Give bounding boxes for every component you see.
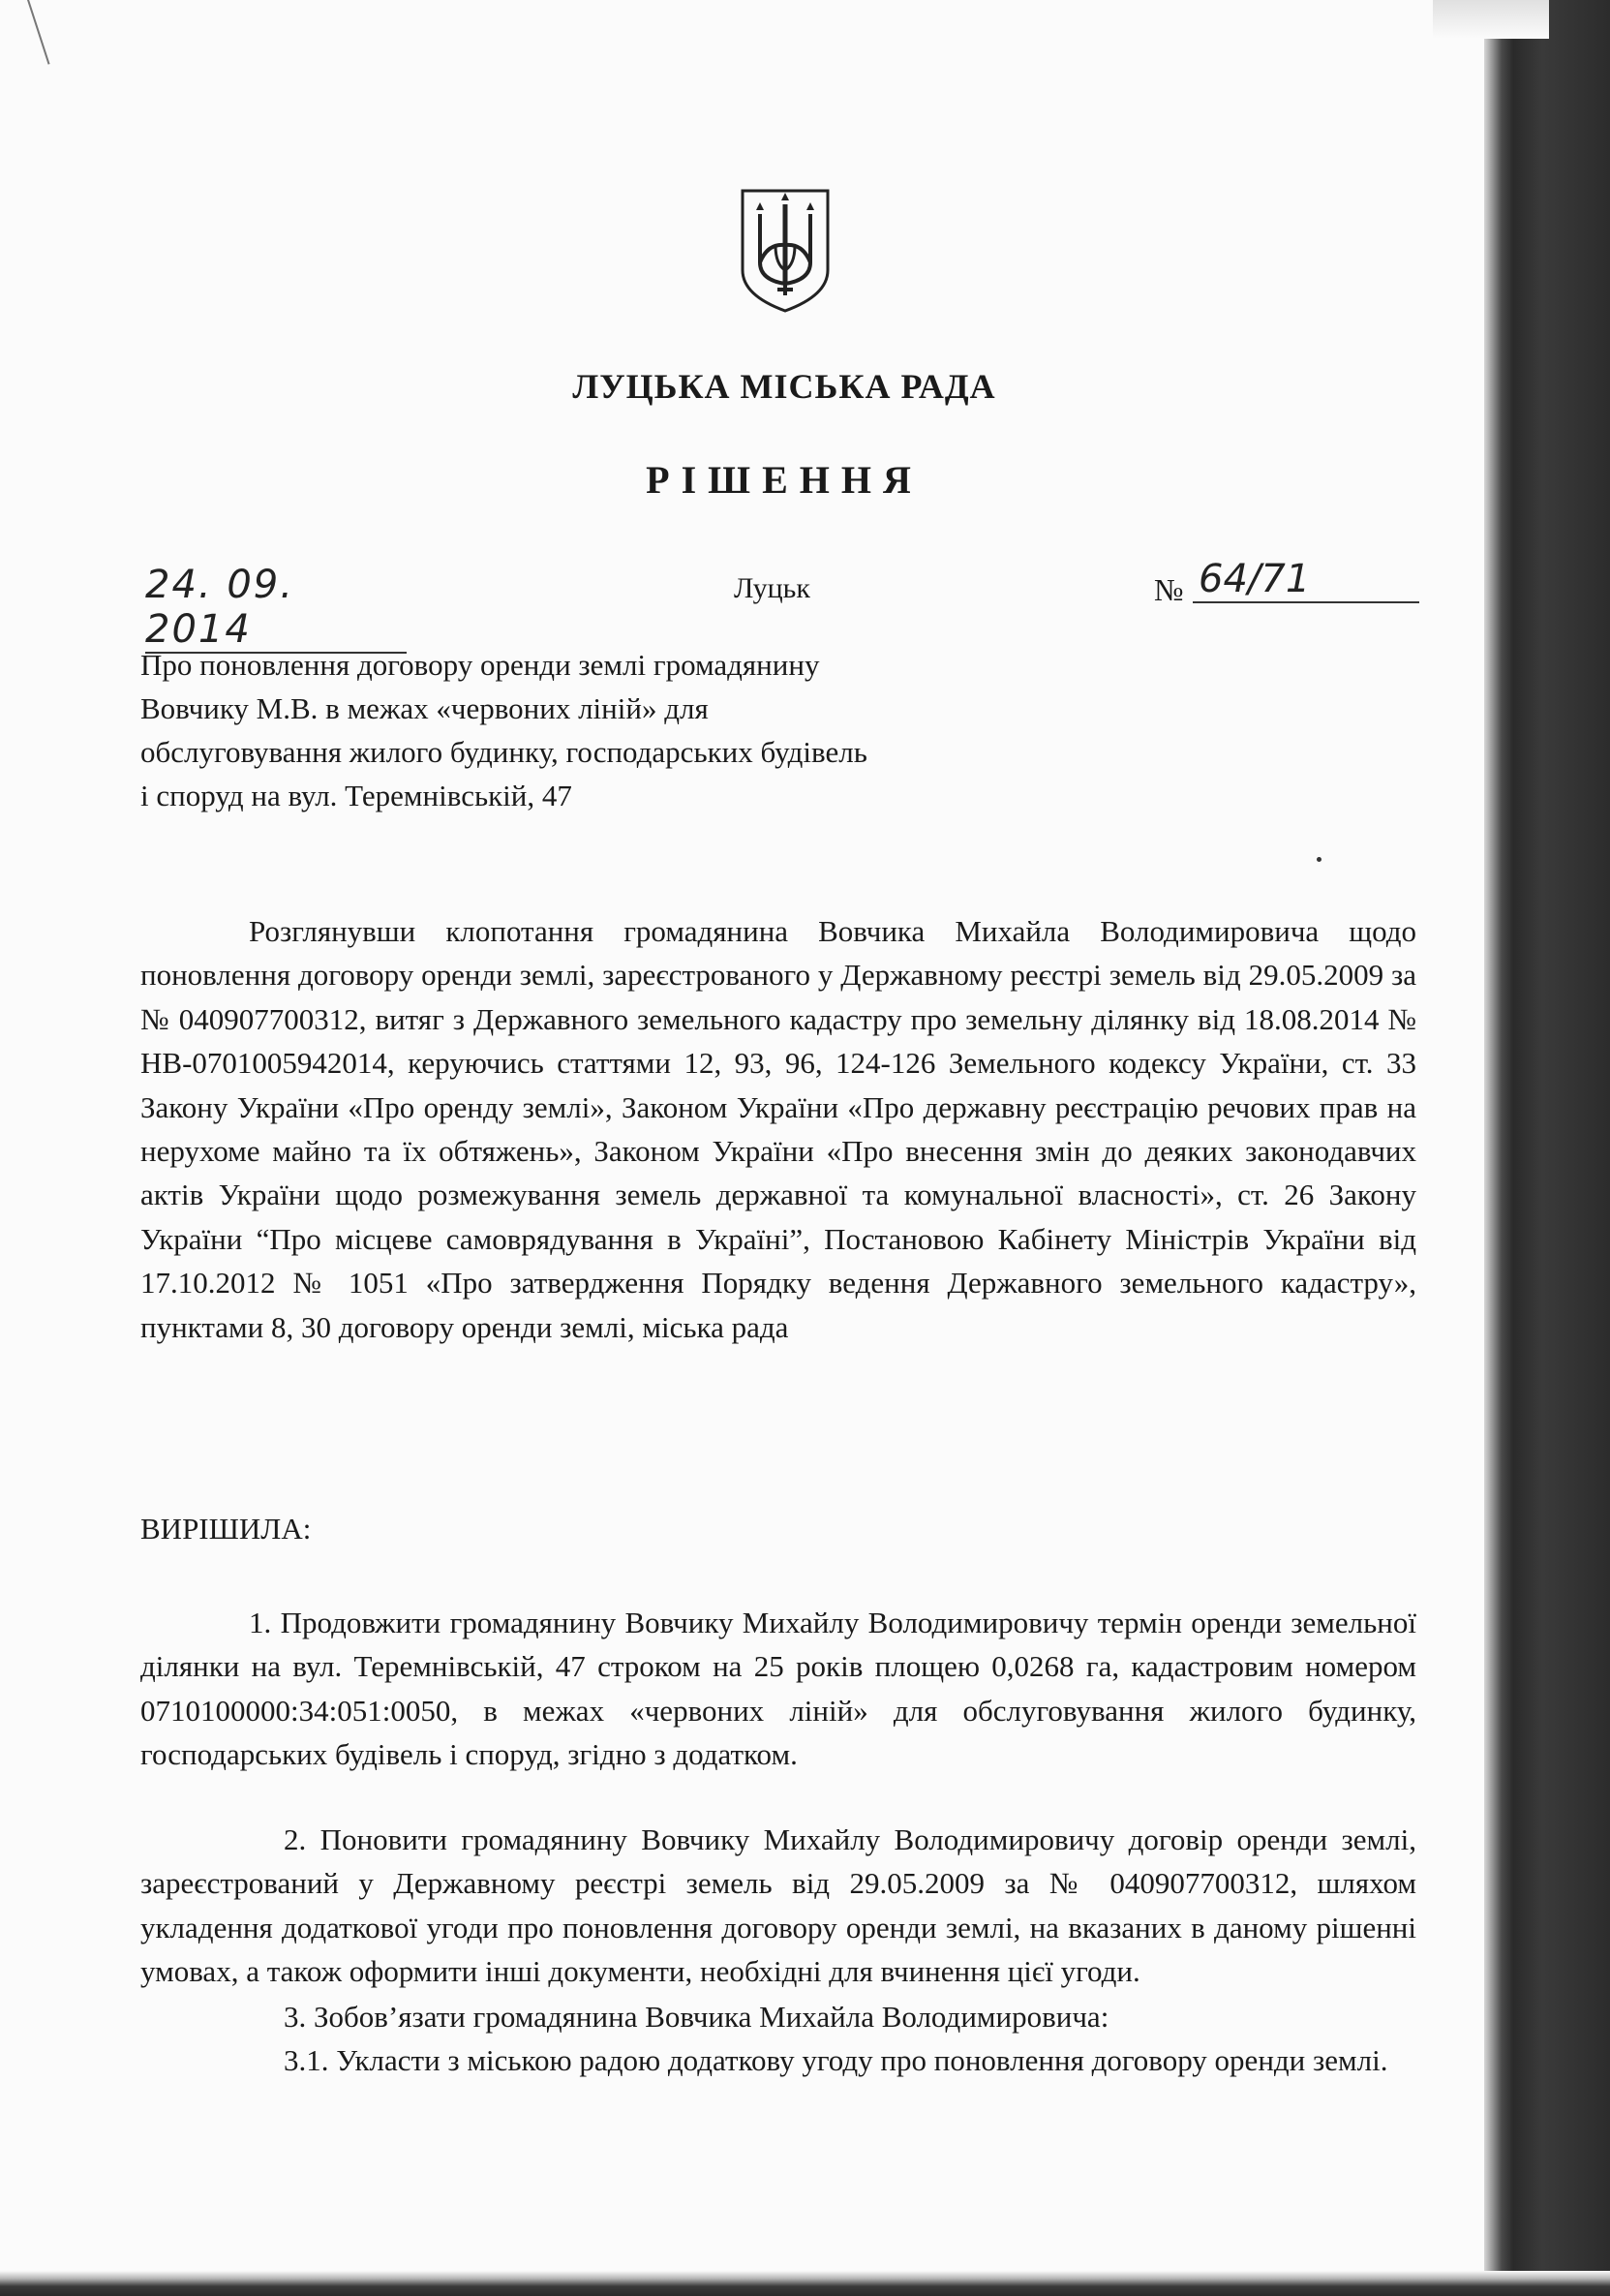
scan-shadow-top bbox=[1433, 0, 1549, 39]
decision-item-3-1: 3.1. Укласти з міською радою додаткову угоду про поновлення договору оренди землі. bbox=[284, 2043, 1388, 2077]
decision-subject: Про поновлення договору оренди землі громадянину Вовчику М.В. в межах «червоних ліній» для обслуговування жилого будинку, господарських будівель і споруд на вул. Теремнівській, 47 bbox=[140, 648, 867, 812]
document-type: РІШЕННЯ bbox=[646, 458, 923, 502]
decision-item-1: 1. Продовжити громадянину Вовчику Михайлу Володимировичу термін оренди земельної ділянки на вул. Теремнівській, 47 строком на 25 років площею 0,0268 га, кадастровим номером 0710100000:34:051:0050, в межах «червоних ліній» для обслуговування жилого будинку, господарських будівель і споруд, згідно з додатком. bbox=[140, 1606, 1416, 1772]
scan-shadow-right bbox=[1484, 0, 1610, 2296]
scan-mark bbox=[27, 0, 50, 65]
decision-item-2: 2. Поновити громадянину Вовчику Михайлу Володимировичу договір оренди землі, зареєстрований у Державному реєстрі земель від 29.05.2009 за № 040907700312, шляхом укладення додаткової угоди про поновлення договору оренди землі, на вказаних в даному рішенні умовах, а також оформити інші документи, необхідні для вчинення цієї угоди. bbox=[140, 1822, 1416, 1989]
city-name: Луцьк bbox=[734, 572, 810, 604]
number-sign: № bbox=[1154, 572, 1184, 607]
council-name: ЛУЦЬКА МІСЬКА РАДА bbox=[572, 367, 996, 406]
scan-speck bbox=[1317, 857, 1321, 862]
decision-item-3: 3. Зобов’язати громадянина Вовчика Михайла Володимировича: bbox=[284, 2000, 1109, 2034]
trident-coat-of-arms-icon bbox=[739, 187, 832, 315]
resolved-heading: ВИРІШИЛА: bbox=[140, 1512, 312, 1546]
scan-shadow-bottom bbox=[0, 2271, 1610, 2296]
decision-number: 64/71 bbox=[1193, 557, 1419, 603]
preamble-paragraph: Розглянувши клопотання громадянина Вовчика Михайла Володимировича щодо поновлення договору оренди землі, зареєстрованого у Державному реєстрі земель від 29.05.2009 за № 040907700312, витяг з Державного земельного кадастру про земельну ділянку від 18.08.2014 № НВ-0701005942014, керуючись статтями 12, 93, 96, 124-126 Земельного кодексу України, ст. 33 Закону України «Про оренду землі», Законом України «Про державну реєстрацію речових прав на нерухоме майно та їх обтяжень», Законом України «Про внесення змін до деяких законодавчих актів України щодо розмежування земель державної та комунальної власності», ст. 26 Закону України “Про місцеве самоврядування в Україні”, Постановою Кабінету Міністрів України від 17.10.2012 № 1051 «Про затвердження Порядку ведення Державного земельного кадастру», пунктами 8, 30 договору оренди землі, міська рада bbox=[140, 914, 1416, 1344]
decision-date: 24. 09. 2014 bbox=[145, 563, 407, 654]
